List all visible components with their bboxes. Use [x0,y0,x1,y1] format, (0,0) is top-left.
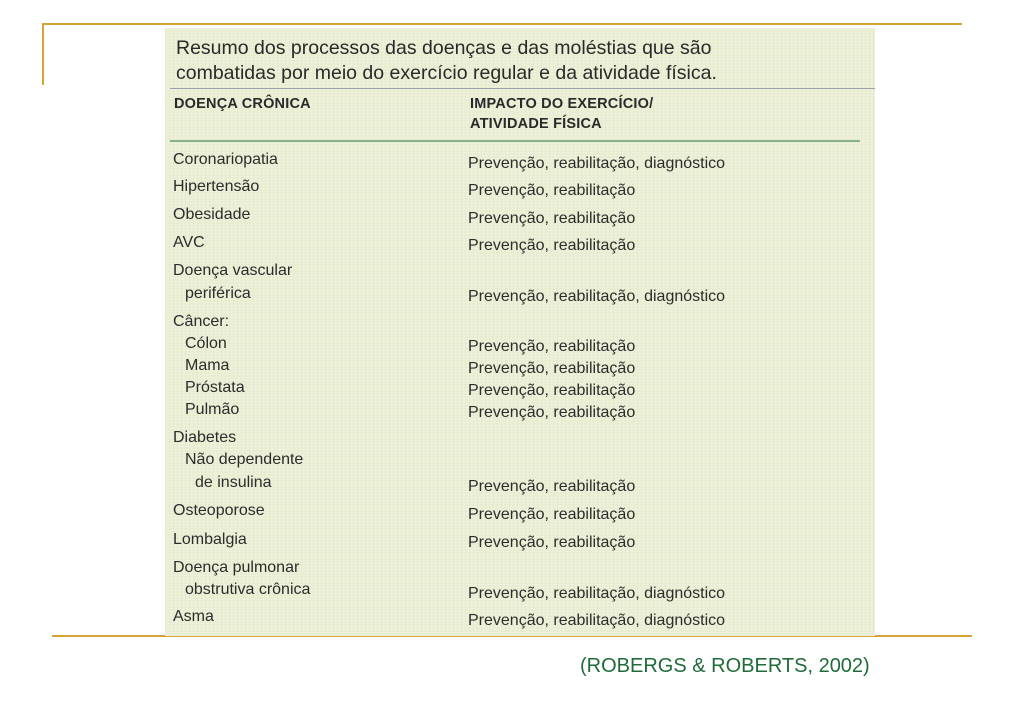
impact-cell: Prevenção, reabilitação, diagnóstico [468,155,726,172]
disease-cell: Hipertensão [173,178,260,195]
disease-cell: periférica [185,285,251,302]
slide-top-rule [42,23,962,25]
table-title-line-2: combatidas por meio do exercício regular e da atividade física. [176,62,717,84]
impact-cell: Prevenção, reabilitação [468,382,636,399]
disease-cell: Diabetes [173,429,237,446]
impact-cell: Prevenção, reabilitação [468,237,636,254]
impact-cell: Prevenção, reabilitação, diagnóstico [468,612,726,629]
disease-cell: Próstata [185,379,245,396]
table-body [165,28,875,636]
impact-cell: Prevenção, reabilitação, diagnóstico [468,585,726,602]
impact-cell: Prevenção, reabilitação [468,404,636,421]
column-header-impact-line-1: IMPACTO DO EXERCÍCIO/ [470,96,654,112]
source-citation: (ROBERGS & ROBERTS, 2002) [580,655,870,677]
impact-cell: Prevenção, reabilitação [468,506,636,523]
disease-cell: Não dependente [185,451,304,468]
scanned-table-image [165,28,875,636]
disease-cell: Doença pulmonar [173,559,300,576]
impact-cell: Prevenção, reabilitação, diagnóstico [468,288,726,305]
column-header-impact-line-2: ATIVIDADE FÍSICA [470,116,602,132]
slide-left-rule [42,23,44,85]
disease-cell: Mama [185,357,230,374]
impact-cell: Prevenção, reabilitação [468,360,636,377]
disease-cell: Osteoporose [173,502,265,519]
impact-cell: Prevenção, reabilitação [468,210,636,227]
disease-cell: Pulmão [185,401,240,418]
disease-cell: AVC [173,234,205,251]
impact-cell: Prevenção, reabilitação [468,534,636,551]
table-title-line-1: Resumo dos processos das doenças e das moléstias que são [176,37,712,59]
disease-cell: obstrutiva crônica [185,581,311,598]
disease-cell: Asma [173,608,214,625]
column-header-disease: DOENÇA CRÔNICA [174,96,311,112]
disease-cell: Cólon [185,335,227,352]
impact-cell: Prevenção, reabilitação [468,338,636,355]
disease-cell: Obesidade [173,206,251,223]
impact-cell: Prevenção, reabilitação [468,182,636,199]
disease-cell: de insulina [195,474,272,491]
disease-cell: Lombalgia [173,531,247,548]
disease-cell: Câncer: [173,313,230,330]
disease-cell: Doença vascular [173,262,293,279]
impact-cell: Prevenção, reabilitação [468,478,636,495]
disease-cell: Coronariopatia [173,151,278,168]
